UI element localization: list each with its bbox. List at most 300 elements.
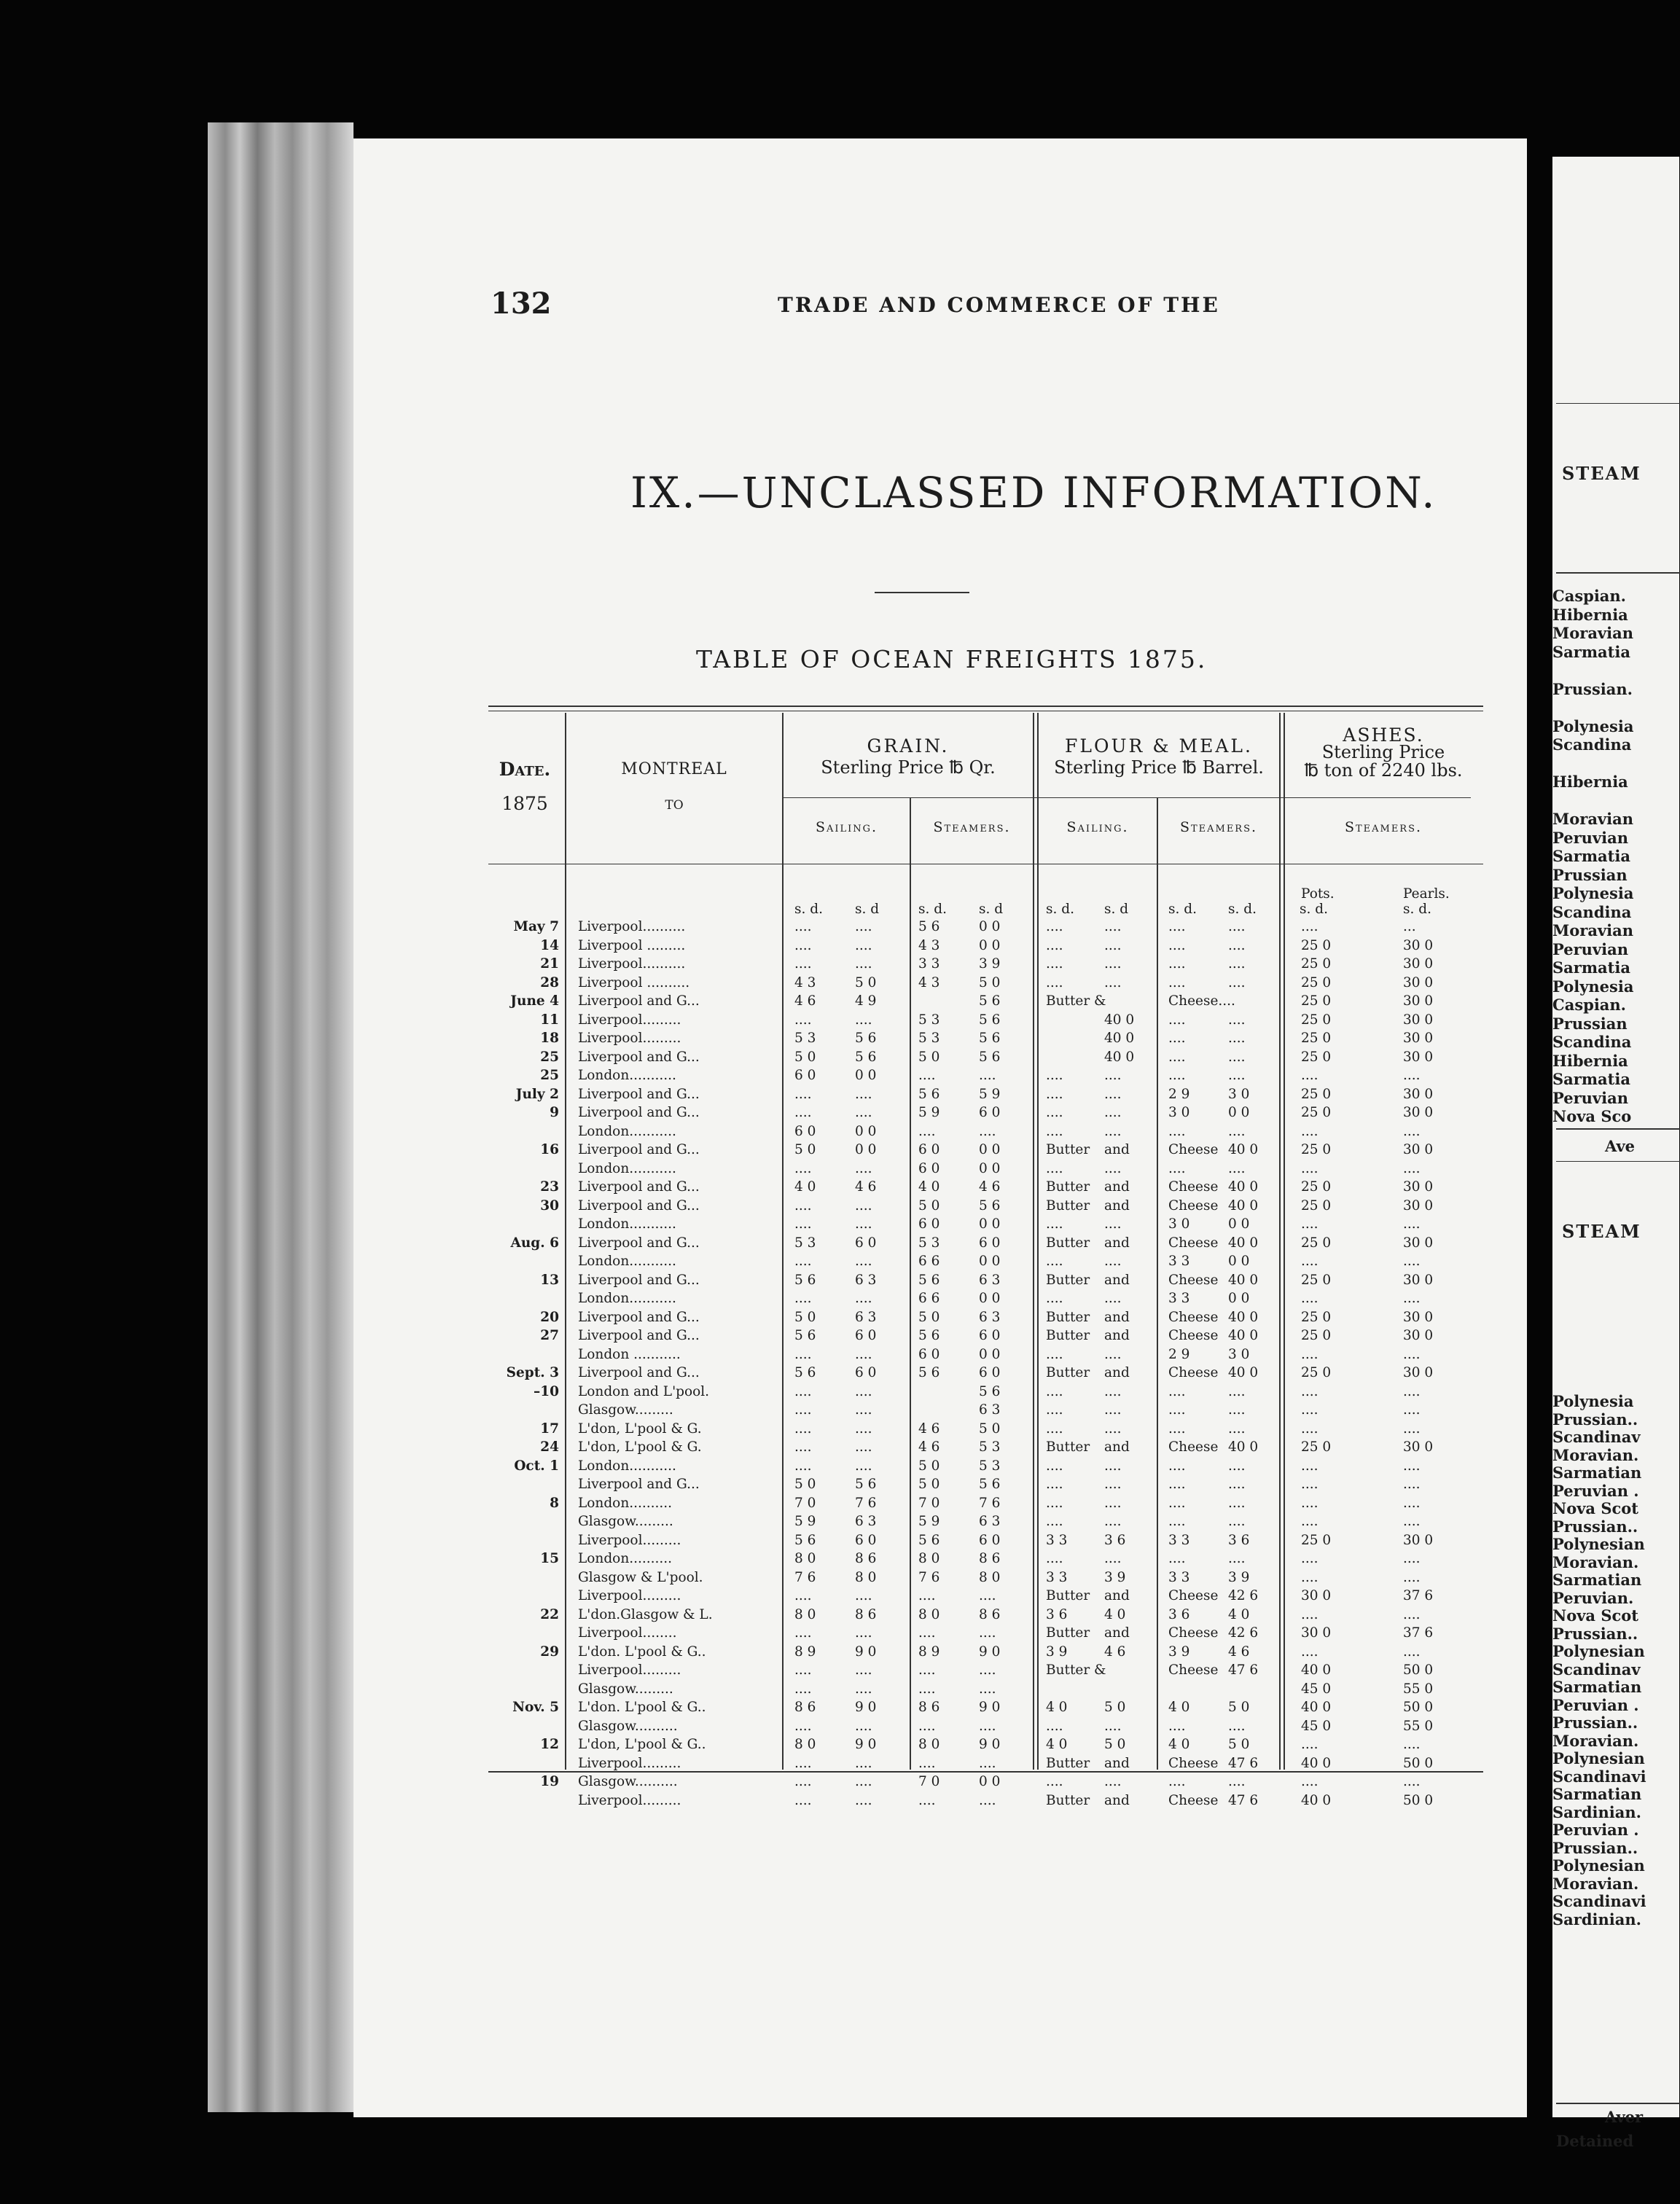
row-value: .... [1301,1644,1318,1660]
flour-sailing-header: Sailing. [1066,819,1129,835]
row-value: .... [855,1012,872,1028]
row-value: 25 0 [1301,1197,1332,1214]
row-value: .... [1168,1495,1186,1511]
row-value: .... [1301,1123,1318,1139]
row-value: .... [1301,1477,1318,1492]
facing-ship-name: Polynesian [1552,1535,1645,1553]
row-date: 28 [540,974,559,990]
row-value: 7 6 [794,1569,816,1585]
row-destination: Liverpool.......... [578,919,686,934]
unit-label: s. d [1104,902,1129,917]
date-header: Date. [499,759,551,780]
row-value: Butter [1046,1272,1090,1288]
row-value: 3 3 [1168,1254,1190,1269]
row-value: .... [1301,1737,1318,1752]
facing-ship-name: Polynesia [1552,1392,1634,1410]
row-value: .... [1403,1495,1421,1511]
row-value: 0 0 [979,1254,1001,1269]
row-value: .... [855,956,872,972]
row-date: 29 [540,1644,559,1660]
row-value: .... [855,1662,872,1678]
row-value: 5 9 [794,1514,816,1529]
row-value: .... [979,1681,996,1697]
row-destination: London.......... [578,1551,673,1566]
row-value: .... [1168,956,1186,972]
row-value: .... [1301,1254,1318,1269]
table-row [353,1013,1527,1028]
row-value: .... [855,1421,872,1437]
row-value: and [1104,1179,1130,1195]
row-value: 2 9 [1168,1346,1190,1362]
row-value: 7 0 [794,1495,816,1511]
row-value: Cheese [1168,1179,1219,1195]
row-value: .... [855,1086,872,1102]
row-date: 20 [540,1309,559,1325]
row-value: 8 9 [918,1644,940,1660]
row-value: .... [1168,1477,1186,1492]
table-row [353,1050,1527,1065]
facing-ship-name: Hibernia [1552,605,1628,624]
flour-header: FLOUR & MEAL. [1065,735,1253,757]
row-value: 3 0 [1228,1086,1250,1102]
facing-ship-name: Sarmatian [1552,1571,1642,1589]
facing-ship-name: Nova Scot [1552,1606,1638,1625]
row-value: Cheese.... [1168,993,1235,1009]
row-value: .... [1228,1160,1246,1176]
row-value: 40 0 [1301,1755,1332,1771]
row-destination: Glasgow.......... [578,1774,678,1789]
row-value: .... [1301,1291,1318,1306]
row-value: .... [1104,956,1122,972]
row-value: .... [794,1197,812,1214]
row-value: 42 6 [1228,1625,1259,1641]
ashes-kind-row [353,887,1527,902]
row-value: 5 0 [979,1421,1001,1437]
row-value: .... [855,1291,872,1306]
row-value: and [1104,1439,1130,1455]
row-value: Cheese [1168,1235,1219,1251]
row-value: 4 0 [918,1179,940,1195]
row-value: 2 9 [1168,1086,1190,1102]
row-value: 47 6 [1228,1755,1259,1771]
table-row [353,1645,1527,1660]
row-value: 25 0 [1301,1105,1332,1120]
row-value: .... [794,1588,812,1603]
row-value: .... [1403,1254,1421,1269]
montreal-header: MONTREAL [621,760,727,778]
row-value: .... [1104,1477,1122,1492]
row-value: .... [1104,1718,1122,1734]
row-destination: Liverpool and G... [578,1309,700,1325]
row-value: .... [1301,1421,1318,1437]
row-value: 5 6 [979,1049,1001,1065]
row-value: .... [794,1625,812,1641]
row-value: 4 0 [1168,1700,1190,1715]
row-value: .... [1301,1551,1318,1566]
ashes-header: ASHES. [1343,724,1424,746]
row-value: .... [1301,1068,1318,1083]
table-row [353,1626,1527,1641]
row-value: 5 3 [918,1235,940,1251]
row-value: .... [794,1291,812,1306]
table-row [353,1440,1527,1455]
row-date: 19 [540,1774,559,1789]
row-value: .... [1104,1068,1122,1083]
row-destination: Liverpool and G... [578,993,700,1009]
ashes-subheader-1: Sterling Price [1321,742,1445,762]
row-value: .... [1228,1477,1246,1492]
row-value: and [1104,1197,1130,1214]
row-value: 30 0 [1403,1272,1434,1288]
table-row [353,1162,1527,1176]
facing-average-1: Ave [1605,1137,1636,1155]
row-value: 5 0 [918,1477,940,1492]
facing-rule [1556,1161,1680,1162]
row-destination: Liverpool and G... [578,1142,700,1157]
row-value: .... [794,937,812,953]
row-value: .... [1168,919,1186,934]
row-value: 9 0 [855,1700,877,1715]
row-destination: London........... [578,1458,676,1474]
row-value: 5 9 [979,1086,1001,1102]
row-value: 3 6 [1228,1532,1250,1548]
row-value: .... [1046,1086,1063,1102]
year-header: 1875 [501,793,548,814]
row-value: .... [855,1774,872,1789]
row-value: .... [855,1197,872,1214]
row-value: .... [1104,1551,1122,1566]
row-destination: Glasgow......... [578,1402,673,1418]
facing-ship-name: Caspian. [1552,996,1626,1014]
facing-ship-name: Sarmatian [1552,1464,1642,1482]
row-value: 30 0 [1301,1625,1332,1641]
facing-ship-name [1552,792,1633,810]
row-destination: Liverpool........ [578,1625,677,1641]
row-value: Butter [1046,1439,1090,1455]
page-number: 132 [491,286,552,321]
row-value: and [1104,1328,1130,1343]
row-value: 3 9 [1104,1569,1126,1585]
row-value: 5 0 [855,974,877,990]
row-value: .... [855,1160,872,1176]
row-date: 12 [540,1737,559,1752]
row-value: .... [1104,1421,1122,1437]
row-value: and [1104,1272,1130,1288]
row-value: and [1104,1625,1130,1641]
row-value: .... [1403,1477,1421,1492]
row-value: 6 3 [979,1514,1001,1529]
row-value: 40 0 [1301,1792,1332,1808]
row-value: 30 0 [1403,1439,1434,1455]
row-value: 40 0 [1104,1012,1135,1028]
section-title: IX.—UNCLASSED INFORMATION. [630,468,1437,517]
row-date: May 7 [513,919,559,934]
facing-ship-name: Polynesian [1552,1856,1645,1875]
row-value: .... [918,1755,936,1771]
row-value: 5 6 [918,1086,940,1102]
row-value: .... [1228,974,1246,990]
row-value: 0 0 [979,1346,1001,1362]
facing-ship-name: Moravian. [1552,1552,1639,1571]
row-value: .... [918,1662,936,1678]
row-value: 50 0 [1403,1792,1434,1808]
row-value: .... [1046,1383,1063,1399]
row-value: .... [855,1681,872,1697]
grain-header: GRAIN. [867,735,950,757]
row-value: 30 0 [1403,1197,1434,1214]
row-value: 6 3 [855,1514,877,1529]
row-value: 0 0 [1228,1291,1250,1306]
row-value: Cheese [1168,1365,1219,1380]
row-value: 40 0 [1228,1439,1259,1455]
row-value: .... [1046,1551,1063,1566]
row-value: .... [1104,1160,1122,1176]
table-title: TABLE OF OCEAN FREIGHTS 1875. [696,645,1208,673]
row-value: 30 0 [1301,1588,1332,1603]
row-value: .... [855,1216,872,1232]
row-value: 7 6 [979,1495,1001,1511]
pots-label: Pots. [1301,886,1335,902]
facing-ship-name: Hibernia [1552,773,1628,791]
row-value: and [1104,1365,1130,1380]
row-value: .... [1046,1123,1063,1139]
row-value: 5 0 [979,974,1001,990]
row-value: .... [1046,937,1063,953]
row-value: 4 9 [855,993,877,1009]
row-destination: Liverpool ......... [578,937,686,953]
facing-rule [1556,1128,1680,1130]
row-value: 7 6 [918,1569,940,1585]
row-value: 25 0 [1301,1328,1332,1343]
row-value: 47 6 [1228,1792,1259,1808]
row-value: .... [1046,1421,1063,1437]
row-destination: London........... [578,1068,676,1083]
row-value: 55 0 [1403,1681,1434,1697]
table-row [353,1143,1527,1157]
row-date: 27 [540,1328,559,1343]
row-value: .... [1168,1774,1186,1789]
row-value: 25 0 [1301,1439,1332,1455]
row-value: .... [855,937,872,953]
row-value: .... [1403,1569,1421,1585]
row-destination: L'don. L'pool & G.. [578,1644,706,1660]
row-value: .... [855,1402,872,1418]
row-destination: Glasgow.......... [578,1718,678,1734]
facing-ship-name: Scandina [1552,1033,1632,1051]
row-value: 5 3 [918,1031,940,1046]
facing-ship-name: Peruvian [1552,1088,1628,1107]
row-value: Cheese [1168,1662,1219,1678]
row-value: .... [1228,1421,1246,1437]
facing-ship-name: Peruvian. [1552,1588,1634,1607]
row-value: 25 0 [1301,1235,1332,1251]
row-value: .... [1168,1049,1186,1065]
facing-ship-name: Peruvian [1552,939,1628,958]
table-row [353,1775,1527,1789]
row-value: .... [1228,956,1246,972]
row-value: 7 0 [918,1495,940,1511]
row-value: 8 0 [979,1569,1001,1585]
row-value: 4 0 [1228,1606,1250,1622]
row-value: .... [1403,1402,1421,1418]
row-value: 30 0 [1403,1049,1434,1065]
row-value: and [1104,1792,1130,1808]
facing-ship-name: Sardinian. [1552,1910,1641,1928]
subheader-rule [782,797,1471,798]
row-value: 30 0 [1403,1309,1434,1325]
row-value: 5 6 [918,1272,940,1288]
row-date: 21 [540,956,559,972]
row-value: .... [1228,1718,1246,1734]
row-value: .... [794,1662,812,1678]
row-destination: London........... [578,1160,676,1176]
row-value: .... [1046,1774,1063,1789]
row-value: .... [1046,1346,1063,1362]
row-value: 4 3 [918,974,940,990]
row-date: July 2 [515,1086,559,1102]
facing-ship-name: Prussian. [1552,679,1633,698]
row-value: 4 3 [918,937,940,953]
row-value: Butter [1046,1625,1090,1641]
row-value: 7 6 [855,1495,877,1511]
row-destination: Liverpool......... [578,1662,681,1678]
row-value: 4 0 [1104,1606,1126,1622]
facing-ship-name: Nova Sco [1552,1107,1632,1125]
row-value: 30 0 [1403,993,1434,1009]
table-row [353,1794,1527,1808]
row-destination: Liverpool......... [578,1755,681,1771]
table-row [353,1571,1527,1585]
table-row [353,1031,1527,1046]
row-value: .... [855,1254,872,1269]
row-value: 5 6 [918,1532,940,1548]
row-value: 8 6 [979,1606,1001,1622]
row-value: .... [855,919,872,934]
row-value: Cheese [1168,1588,1219,1603]
row-value: .... [794,919,812,934]
row-destination: Liverpool and G... [578,1328,700,1343]
row-destination: Liverpool and G... [578,1272,700,1288]
row-value: 3 0 [1228,1346,1250,1362]
row-value: 8 0 [918,1551,940,1566]
row-value: .... [1403,1160,1421,1176]
row-value: 5 3 [794,1031,816,1046]
row-value: Butter [1046,1179,1090,1195]
row-value: 40 0 [1104,1049,1135,1065]
row-value: 25 0 [1301,1142,1332,1157]
row-value: 6 3 [855,1272,877,1288]
facing-heading-2: STEAM [1562,1221,1641,1242]
grain-sailing-header: Sailing. [815,819,878,835]
row-date: 17 [540,1421,559,1437]
row-value: 42 6 [1228,1588,1259,1603]
row-value: 5 6 [794,1272,816,1288]
row-value: 6 0 [918,1346,940,1362]
row-value: 6 0 [918,1216,940,1232]
row-destination: Liverpool......... [578,1012,681,1028]
row-value: .... [1104,1774,1122,1789]
row-value: 5 0 [794,1142,816,1157]
row-value: Cheese [1168,1272,1219,1288]
row-date: 30 [540,1197,559,1214]
row-value: .... [855,1458,872,1474]
row-value: .... [1104,1291,1122,1306]
row-value: 0 0 [979,919,1001,934]
row-value: 3 6 [1168,1606,1190,1622]
row-destination: L'don, L'pool & G. [578,1421,702,1437]
row-value: .... [1104,1254,1122,1269]
ashes-subheader-2: ℔ ton of 2240 lbs. [1304,760,1463,781]
row-value: .... [979,1792,996,1808]
row-value: Cheese [1168,1197,1219,1214]
row-value: .... [1403,1644,1421,1660]
row-value: Butter & [1046,1662,1106,1678]
row-date: 8 [550,1495,559,1511]
row-value: .... [1168,1421,1186,1437]
flour-steamers-header: Steamers. [1179,819,1258,835]
facing-ship-name: Polynesian [1552,1749,1645,1767]
row-value: .... [1301,1514,1318,1529]
table-row [353,1589,1527,1603]
row-value: .... [1301,1216,1318,1232]
row-value: 4 6 [918,1439,940,1455]
row-value: 5 6 [979,1031,1001,1046]
row-value: .... [1168,1402,1186,1418]
row-value: 40 0 [1228,1365,1259,1380]
table-row [353,1738,1527,1752]
row-value: .... [979,1718,996,1734]
row-value: 7 0 [918,1774,940,1789]
row-value: 3 9 [979,956,1001,972]
row-value: 5 6 [794,1365,816,1380]
row-value: .... [979,1625,996,1641]
row-value: .... [1228,1402,1246,1418]
row-value: 37 6 [1403,1625,1434,1641]
row-value: 6 3 [979,1272,1001,1288]
row-value: 5 0 [1104,1700,1126,1715]
row-value: .... [1046,1216,1063,1232]
row-value: Cheese [1168,1309,1219,1325]
row-value: .... [794,1718,812,1734]
row-value: .... [1228,1383,1246,1399]
unit-label: s. d. [1300,902,1328,917]
row-value: 3 3 [1168,1291,1190,1306]
row-value: 5 0 [918,1197,940,1214]
row-value: Butter [1046,1309,1090,1325]
row-value: 0 0 [979,1160,1001,1176]
table-row [353,1329,1527,1343]
ashes-steamers-header: Steamers. [1344,819,1423,835]
row-value: 3 3 [918,956,940,972]
row-date: 25 [540,1068,559,1083]
row-value: .... [1104,1216,1122,1232]
row-value: Butter [1046,1792,1090,1808]
facing-ship-name: Scandina [1552,735,1632,754]
facing-ship-name: Scandinavi [1552,1892,1646,1910]
table-row [353,1310,1527,1325]
row-value: .... [979,1662,996,1678]
row-destination: London........... [578,1254,676,1269]
row-value: .... [1046,1402,1063,1418]
row-value: .... [1301,919,1318,934]
row-value: 0 0 [979,1291,1001,1306]
row-value: 5 6 [918,1328,940,1343]
row-value: .... [794,1681,812,1697]
row-value: .... [794,1792,812,1808]
facing-ship-name [1552,698,1633,717]
row-value: 40 0 [1104,1031,1135,1046]
facing-ship-name: Prussian.. [1552,1410,1638,1429]
